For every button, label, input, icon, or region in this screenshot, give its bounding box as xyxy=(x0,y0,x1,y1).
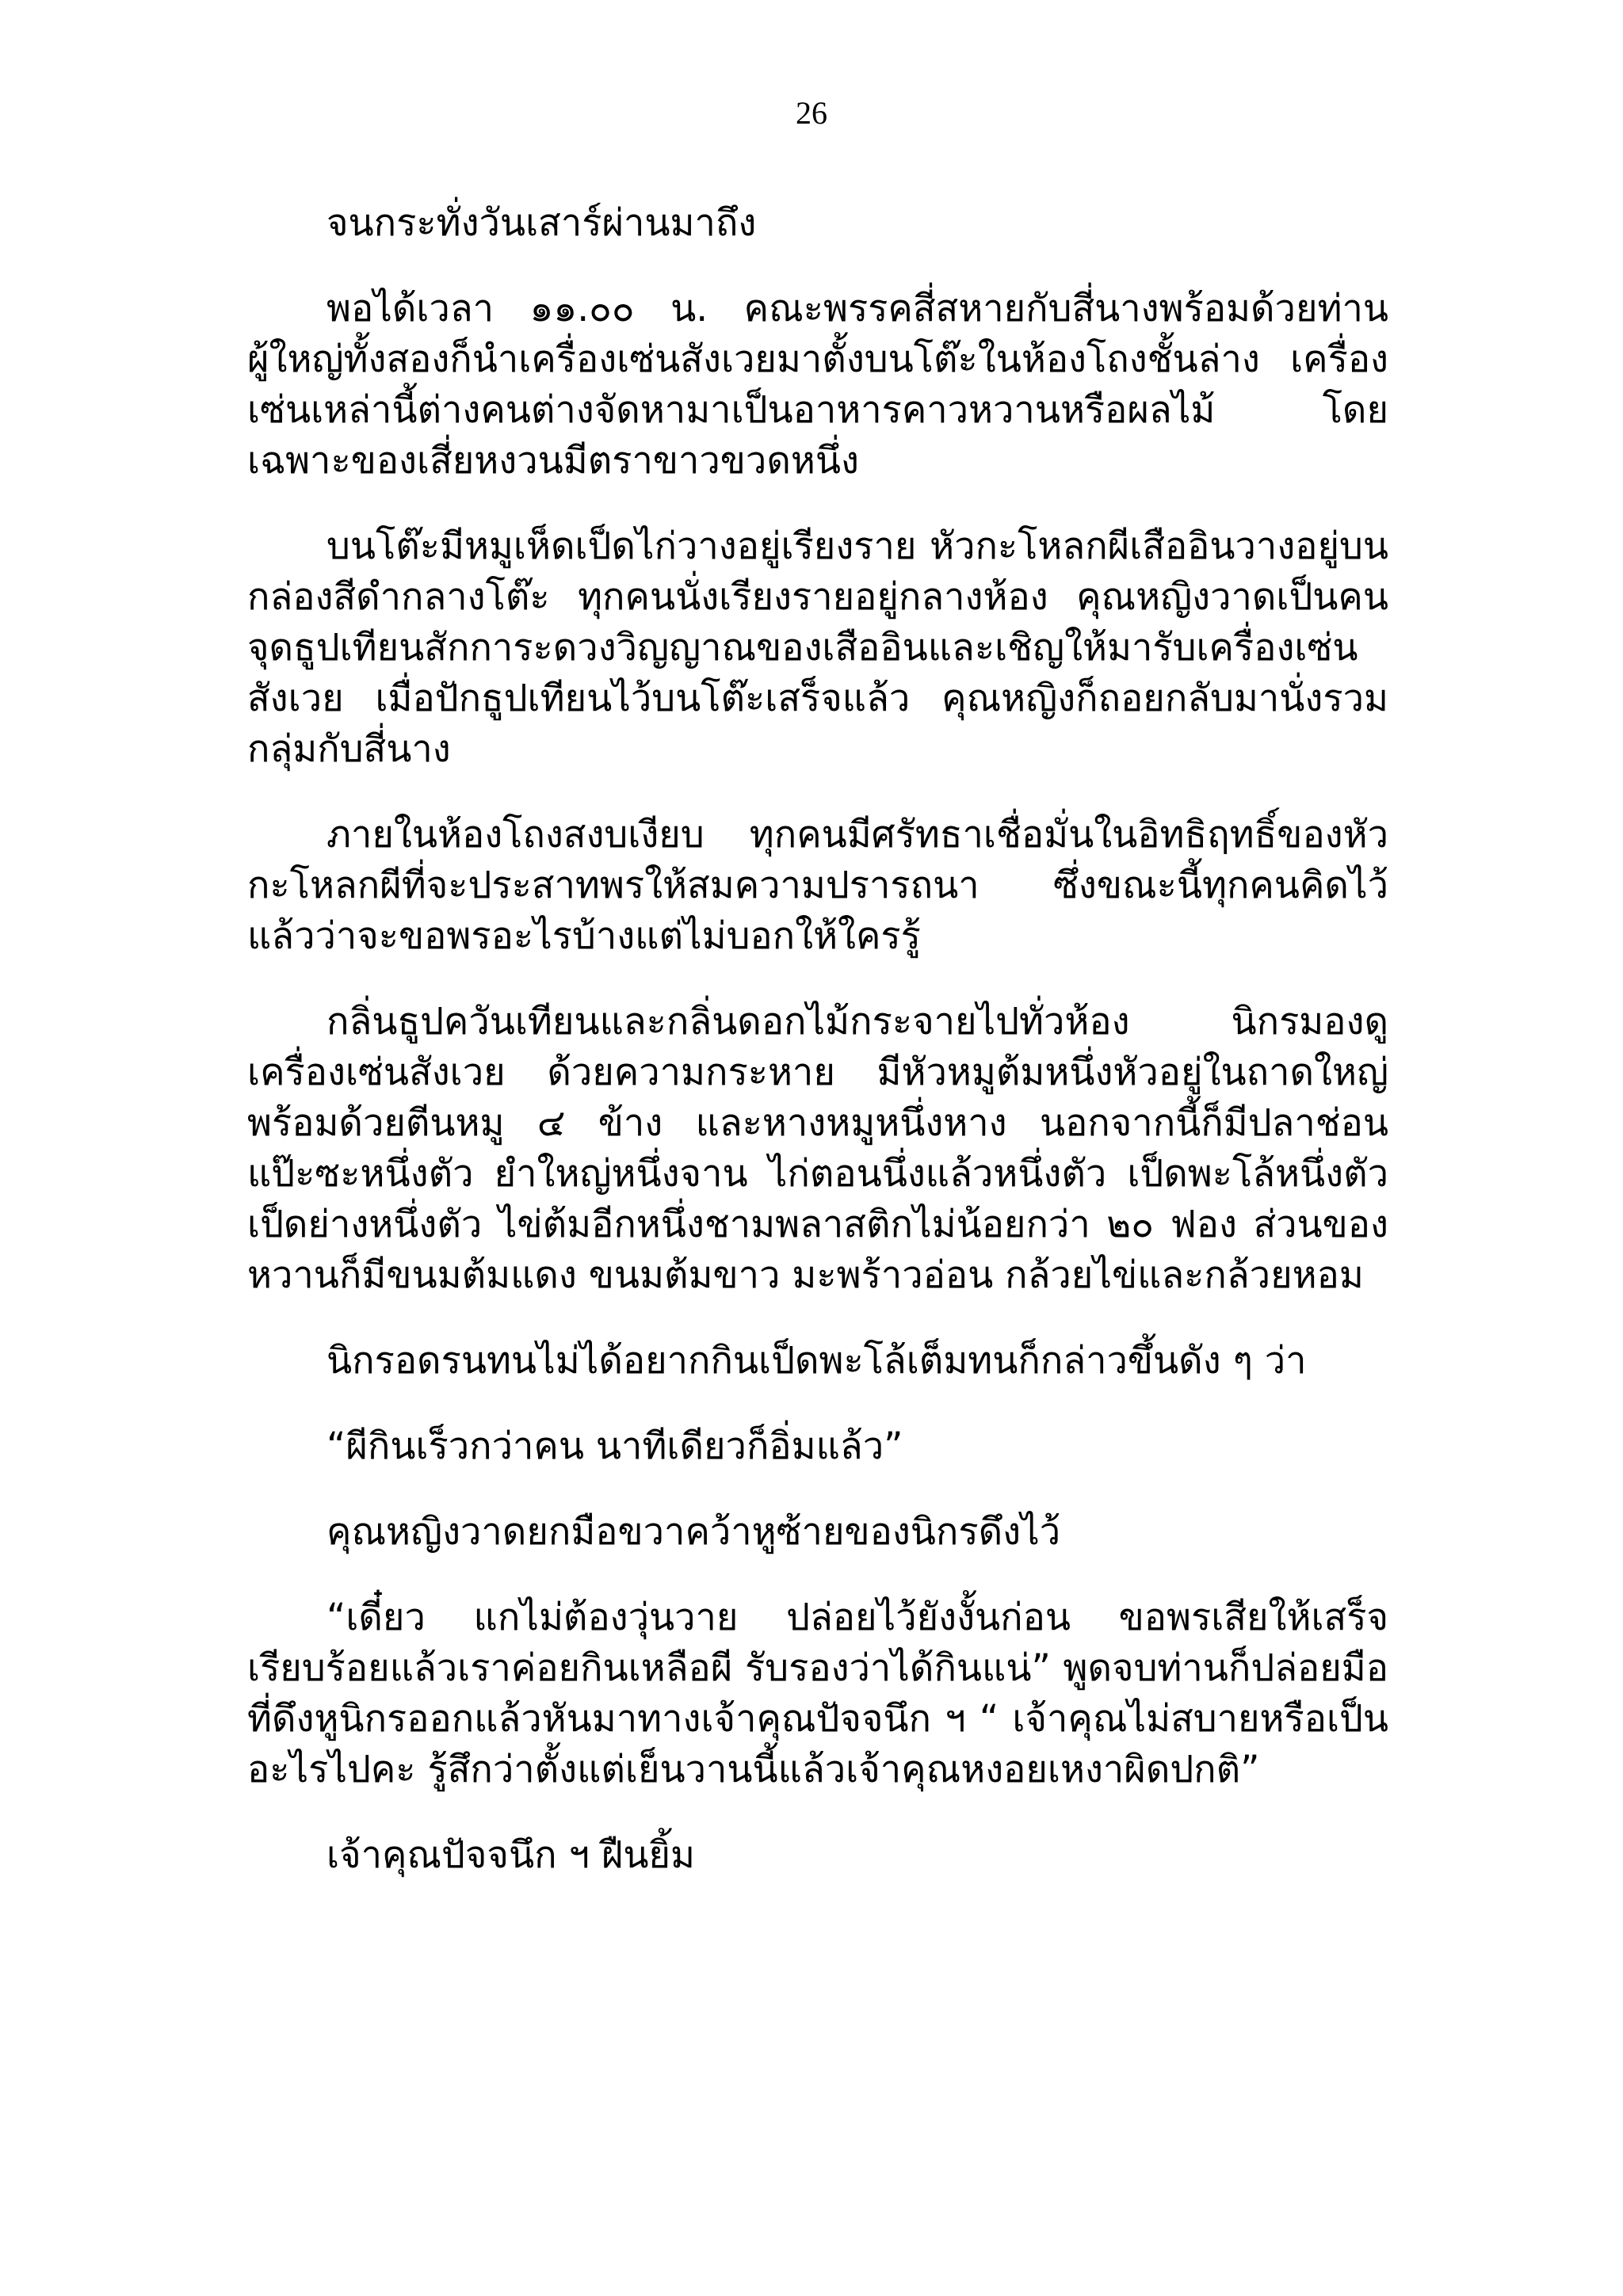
paragraph: “ผีกินเร็วกว่าคน นาทีเดียวก็อิ่มแล้ว” xyxy=(327,1425,903,1468)
paragraph: จนกระทั่งวันเสาร์ผ่านมาถึง xyxy=(327,201,757,245)
paragraph: “เดี๋ยว แกไม่ต้องวุ่นวาย ปล่อยไว้ยังงั้นก่อน ขอพรเสียให้เสร็จเรียบร้อยแล้วเราค่อยกินเหลือผี รับรองว่าได้กินแน่” พูดจบท่านก็ปล่อยมือที่ดึงหูนิกรออกแล้วหันมาทางเจ้าคุณปัจจนึก ฯ “ เจ้าคุณไม่สบายหรือเป็นอะไรไปคะ รู้สึกว่าตั้งแต่เย็นวานนี้แล้วเจ้าคุณหงอยเหงาผิดปกติ” xyxy=(247,1596,1388,1791)
text-body xyxy=(247,198,1388,1916)
paragraph: นิกรอดรนทนไม่ได้อยากกินเป็ดพะโล้เต็มทนก็กล่าวขึ้นดัง ๆ ว่า xyxy=(327,1339,1307,1383)
paragraph: กลิ่นธูปควันเทียนและกลิ่นดอกไม้กระจายไปทั่วห้อง นิกรมองดูเครื่องเซ่นสังเวย ด้วยความกระหาย มีหัวหมูต้มหนึ่งหัวอยู่ในถาดใหญ่พร้อมด้วยตีนหมู ๔ ข้าง และหางหมูหนึ่งหาง นอกจากนี้ก็มีปลาช่อนแป๊ะซะหนึ่งตัว ยำใหญ่หนึ่งจาน ไก่ตอนนึ่งแล้วหนึ่งตัว เป็ดพะโล้หนึ่งตัว เป็ดย่างหนึ่งตัว ไข่ต้มอีกหนึ่งชามพลาสติกไม่น้อยกว่า ๒๐ ฟอง ส่วนของหวานก็มีขนมต้มแดง ขนมต้มขาว มะพร้าวอ่อน กล้วยไข่และกล้วยหอม xyxy=(247,1000,1388,1297)
page-number: 26 xyxy=(796,95,827,131)
paragraph: พอได้เวลา ๑๑.๐๐ น. คณะพรรคสี่สหายกับสี่นางพร้อมด้วยท่านผู้ใหญ่ทั้งสองก็นำเครื่องเซ่นสังเวยมาตั้งบนโต๊ะในห้องโถงชั้นล่าง เครื่องเซ่นเหล่านี้ต่างคนต่างจัดหามาเป็นอาหารคาวหวานหรือผลไม้ โดยเฉพาะของเสี่ยหงวนมีตราขาวขวดหนึ่ง xyxy=(247,287,1388,482)
paragraph: ภายในห้องโถงสงบเงียบ ทุกคนมีศรัทธาเชื่อมั่นในอิทธิฤทธิ์ของหัวกะโหลกผีที่จะประสาทพรให้สมความปรารถนา ซึ่งขณะนี้ทุกคนคิดไว้แล้วว่าจะขอพรอะไรบ้างแต่ไม่บอกให้ใครรู้ xyxy=(247,813,1388,958)
paragraph: คุณหญิงวาดยกมือขวาคว้าหูซ้ายของนิกรดึงไว้ xyxy=(327,1510,1061,1554)
paragraph: เจ้าคุณปัจจนึก ฯ ฝืนยิ้ม xyxy=(327,1833,695,1877)
paragraph: บนโต๊ะมีหมูเห็ดเป็ดไก่วางอยู่เรียงราย หัวกะโหลกผีเสืออินวางอยู่บนกล่องสีดำกลางโต๊ะ ทุกคนนั่งเรียงรายอยู่กลางห้อง คุณหญิงวาดเป็นคนจุดธูปเทียนสักการะดวงวิญญาณของเสืออินและเชิญให้มารับเครื่องเซ่นสังเวย เมื่อปักธูปเทียนไว้บนโต๊ะเสร็จแล้ว คุณหญิงก็ถอยกลับมานั่งรวมกลุ่มกับสี่นาง xyxy=(247,524,1388,771)
